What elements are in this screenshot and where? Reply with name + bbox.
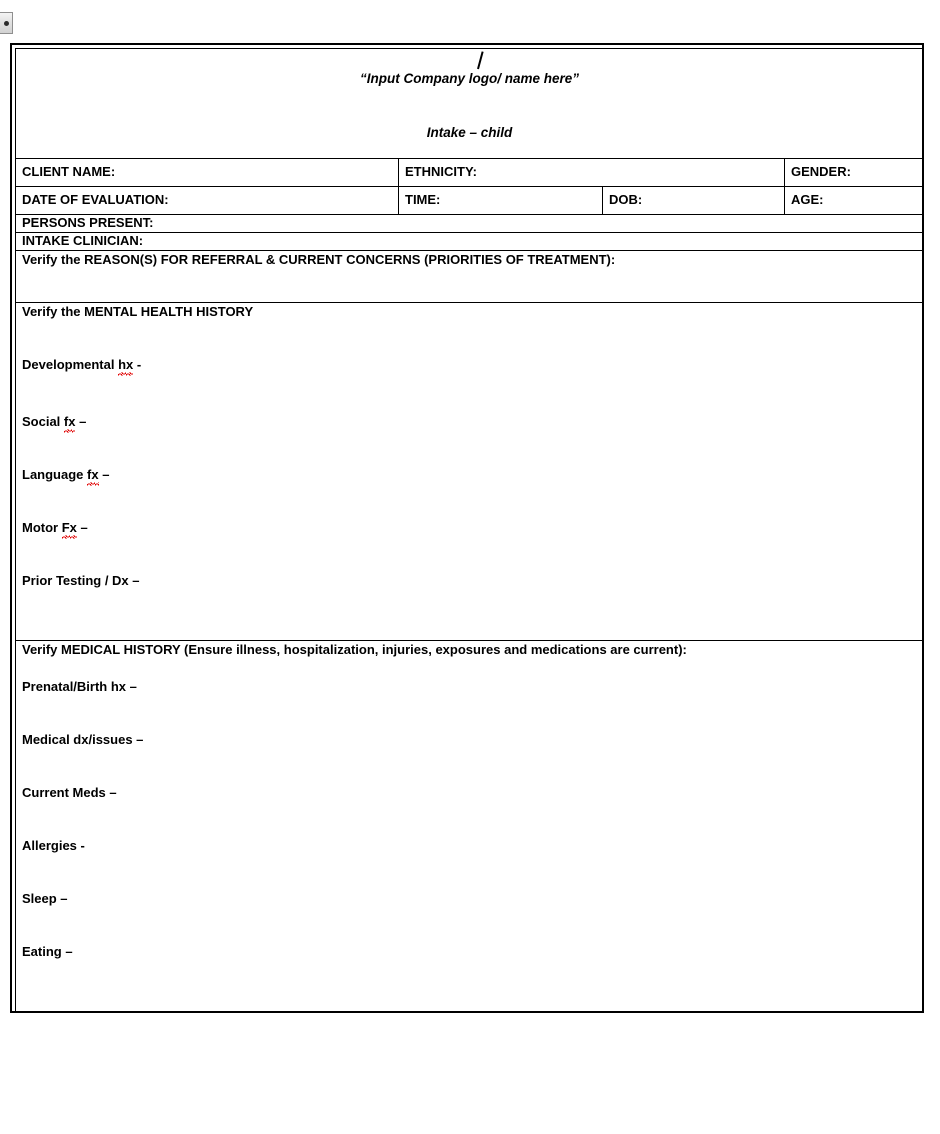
drag-handle[interactable] (0, 12, 13, 34)
field-persons-present[interactable]: PERSONS PRESENT: (16, 215, 924, 233)
mental-health-section-row (16, 303, 924, 641)
field-intake-clinician[interactable]: INTAKE CLINICIAN: (16, 233, 924, 251)
spacer (22, 373, 918, 415)
spacer (22, 483, 918, 521)
handle-dot-icon (4, 21, 9, 26)
field-gender[interactable]: GENDER: (785, 159, 924, 187)
field-date-of-evaluation[interactable]: DATE OF EVALUATION: (16, 187, 399, 215)
mh-item-2-misspelled: fx (87, 466, 99, 482)
persons-present-row (16, 215, 924, 233)
section-mental-health-title: Verify the MENTAL HEALTH HISTORY (22, 304, 254, 319)
mh-item-social-fx (22, 415, 918, 430)
form-header-cell (16, 49, 924, 159)
form-title: Intake – child (426, 125, 513, 140)
spacer (22, 658, 918, 680)
spacer (22, 430, 918, 468)
evaluation-info-row (16, 187, 924, 215)
field-client-name[interactable]: CLIENT NAME: (16, 159, 399, 187)
mh-item-0-pre: Developmental (22, 356, 119, 372)
mh-item-prior-testing-dx: Prior Testing / Dx – (22, 572, 140, 588)
mx-item-medical-dx-issues: Medical dx/issues – (22, 731, 144, 747)
mh-item-1-misspelled: fx (63, 413, 76, 429)
mx-item-prenatal-birth-hx: Prenatal/Birth hx – (22, 678, 137, 694)
spacer (22, 695, 918, 733)
spacer (22, 320, 918, 358)
mx-item-current-meds: Current Meds – (22, 784, 117, 800)
referral-section-row (16, 251, 924, 303)
mh-item-developmental-hx (22, 358, 918, 373)
mh-item-3-misspelled: Fx (61, 519, 77, 535)
spacer (22, 748, 918, 786)
header-row (16, 49, 924, 159)
mh-item-3-post: – (76, 519, 88, 535)
spacer (22, 536, 918, 574)
intake-form-table (15, 48, 924, 1013)
mx-item-eating: Eating – (22, 943, 73, 959)
mx-item-allergies: Allergies - (22, 837, 85, 853)
document-page (10, 43, 924, 1013)
section-referral-title: Verify the REASON(S) FOR REFERRAL & CURRENT CONCERNS (PRIORITIES OF TREATMENT): (22, 252, 616, 267)
spacer (22, 854, 918, 892)
section-mental-health[interactable] (16, 303, 924, 641)
mx-item-sleep: Sleep – (22, 890, 68, 906)
mh-item-2-pre: Language (22, 466, 88, 482)
mh-item-3-pre: Motor (22, 519, 62, 535)
mh-item-motor-fx (22, 521, 918, 536)
mh-item-language-fx (22, 468, 918, 483)
spacer (22, 907, 918, 945)
field-age[interactable]: AGE: (785, 187, 924, 215)
field-time[interactable]: TIME: (399, 187, 603, 215)
section-referral[interactable] (16, 251, 924, 303)
logo-placeholder-mark-icon (477, 51, 484, 69)
mh-item-0-misspelled: hx (118, 356, 134, 372)
mh-item-0-post: - (133, 356, 142, 372)
mh-item-1-post: – (75, 413, 87, 429)
medical-history-section-row (16, 641, 924, 1013)
mh-item-1-pre: Social (22, 413, 64, 429)
section-medical-history[interactable] (16, 641, 924, 1013)
company-logo-placeholder: “Input Company logo/ name here” (359, 71, 580, 86)
spacer (22, 801, 918, 839)
intake-clinician-row (16, 233, 924, 251)
section-medical-history-title: Verify MEDICAL HISTORY (Ensure illness, hospitalization, injuries, exposures and medications are current): (22, 642, 687, 657)
field-dob[interactable]: DOB: (603, 187, 785, 215)
mh-item-2-post: – (98, 466, 110, 482)
field-ethnicity[interactable]: ETHNICITY: (399, 159, 785, 187)
client-info-row (16, 159, 924, 187)
